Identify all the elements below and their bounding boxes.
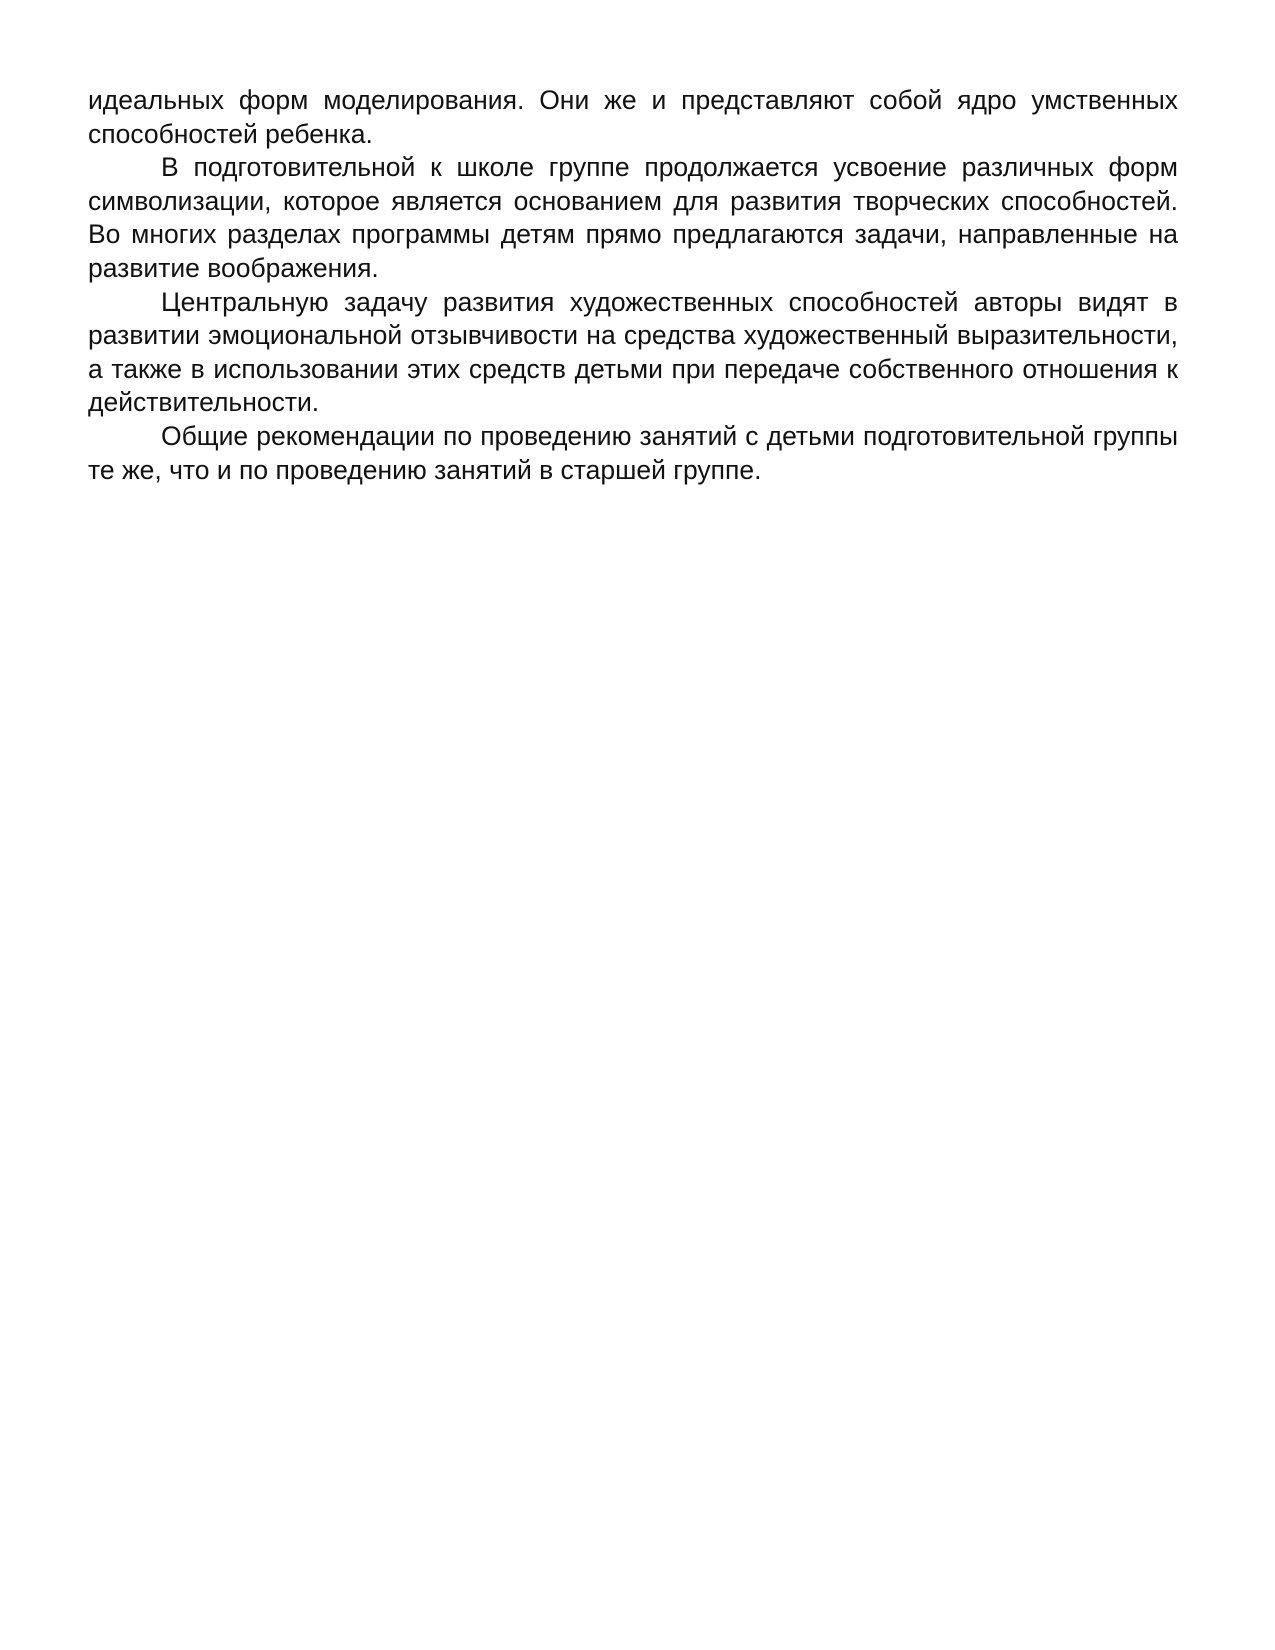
paragraph-3: Центральную задачу развития художественных способностей авторы видят в развитии эмоциональной отзывчивости на средства художественный выразительности, а также в использовании этих средств детьми при передаче собственного отношения к действительности. <box>88 286 1178 418</box>
paragraph-1: идеальных форм моделирования. Они же и представляют собой ядро умственных способностей ребенка. <box>88 85 1178 149</box>
paragraph-4: Общие рекомендации по проведению занятий с детьми подготовительной группы те же, что и по проведению занятий в старшей группе. <box>88 420 1178 485</box>
paragraph-2: В подготовительной к школе группе продолжается усвоение различных форм символизации, которое является основанием для развития творческих способностей. Во многих разделах программы детям прямо предлагаются задачи, направленные на развитие воображения. <box>88 152 1178 283</box>
body-text <box>88 84 1178 487</box>
